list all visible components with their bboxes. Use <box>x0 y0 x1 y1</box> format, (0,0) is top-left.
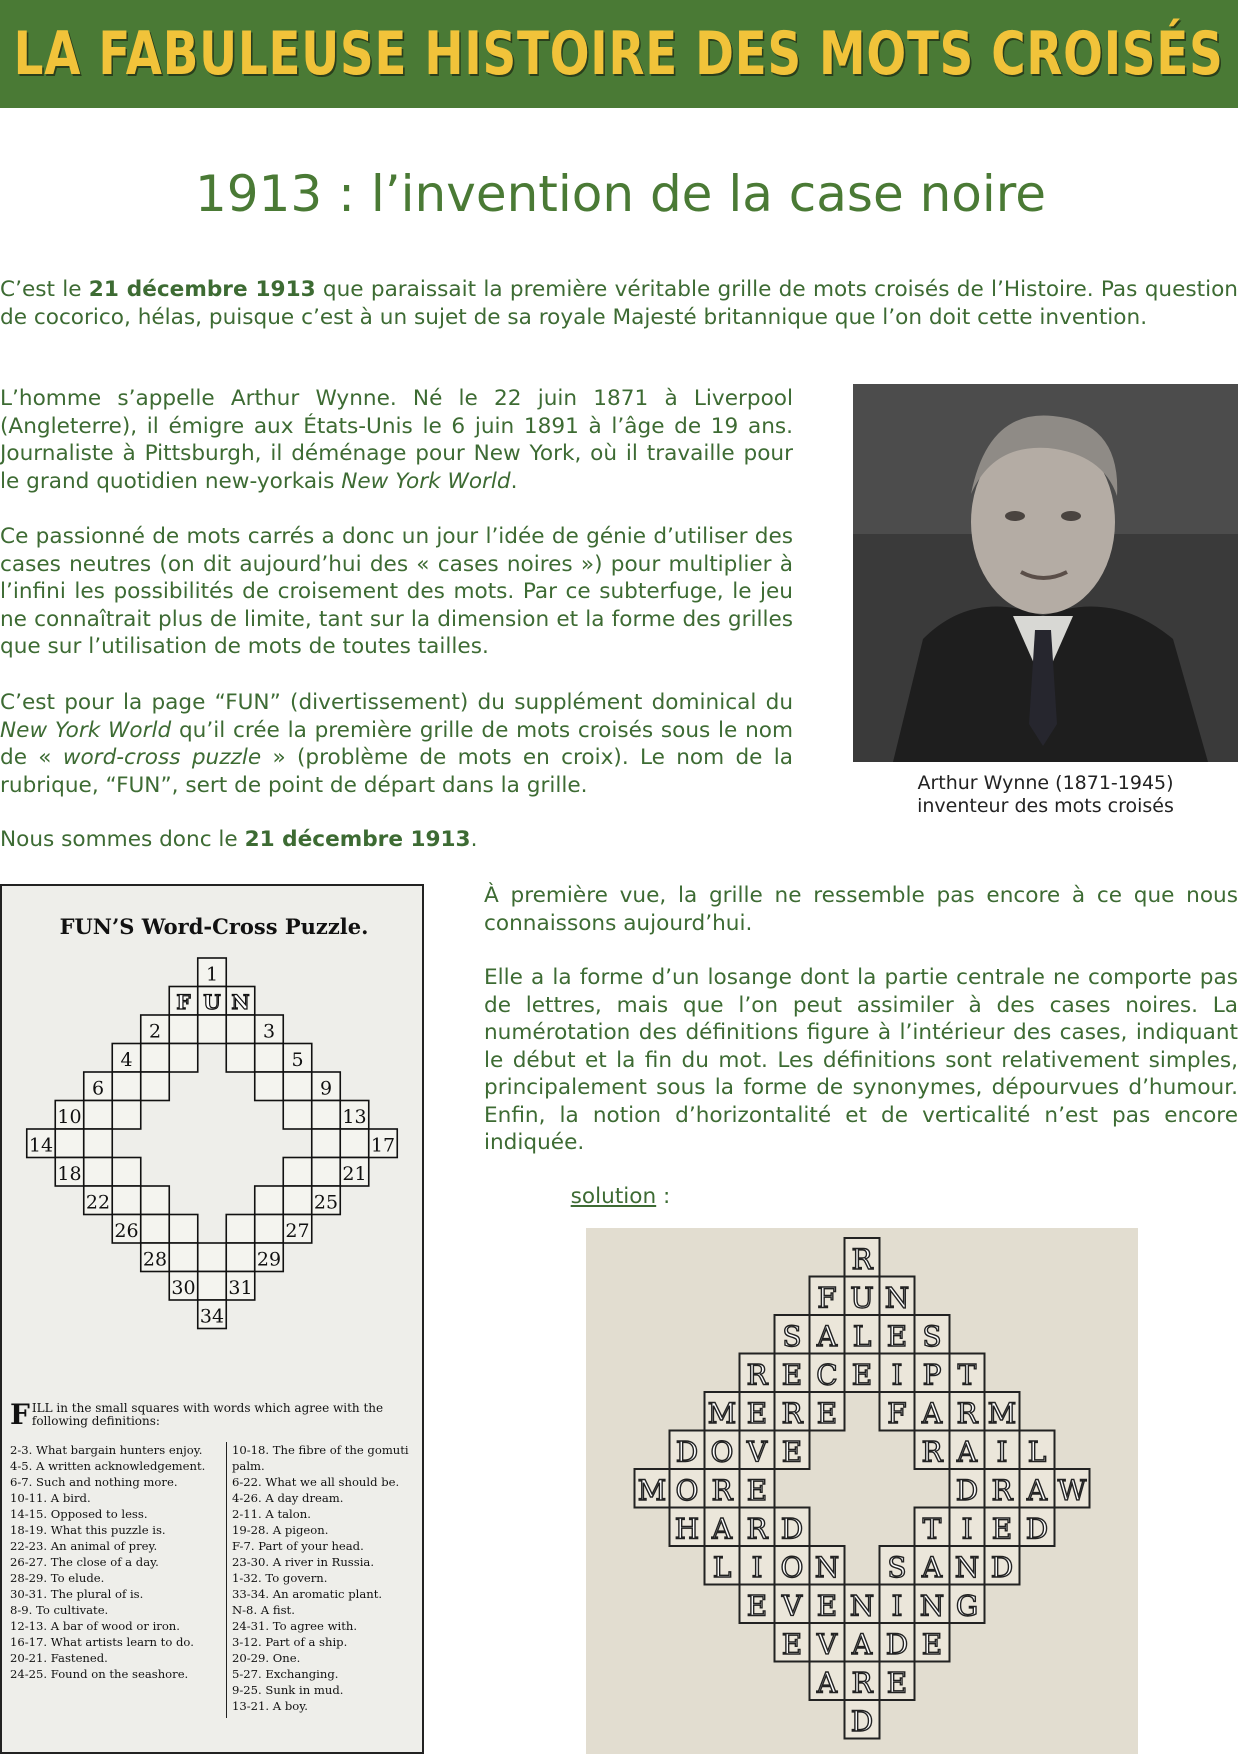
solution-letter: F <box>887 1397 907 1430</box>
puzzle-definition: 9-25. Sunk in mud. <box>232 1683 344 1697</box>
solution-letter: N <box>954 1551 980 1584</box>
wynne-paragraph: L’homme s’appelle Arthur Wynne. Né le 22 juin 1871 à Liverpool (Angleterre), il émigre aux États-Unis le 6 juin 1891 à l’âge de 19 ans. Journaliste à Pittsburgh, il déménage pour New York, où il travaille pour le grand quotidien new-yorkais New York World. <box>0 386 793 494</box>
page-title: LA FABULEUSE HISTOIRE DES MOTS CROISÉS <box>14 19 1224 89</box>
solution-letter: R <box>991 1474 1013 1507</box>
caption-line-2: inventeur des mots croisés <box>917 795 1174 817</box>
solution-letter: O <box>675 1474 699 1507</box>
puzzle-number: 21 <box>342 1163 367 1185</box>
puzzle-cell <box>226 1044 255 1073</box>
puzzle-cell <box>340 1129 369 1158</box>
puzzle-number: 17 <box>370 1134 396 1157</box>
solution-letter: L <box>712 1551 732 1584</box>
puzzle-definition: 14-15. Opposed to less. <box>10 1507 148 1521</box>
solution-letter: S <box>922 1320 942 1353</box>
solution-grid-svg <box>586 1228 1138 1754</box>
puzzle-cell <box>312 1158 341 1187</box>
puzzle-cell <box>198 1243 227 1272</box>
puzzle-cell <box>255 1072 284 1101</box>
solution-letter: E <box>851 1358 873 1392</box>
instructions-initial: F <box>10 1398 30 1431</box>
solution-letter: R <box>781 1397 803 1430</box>
puzzle-number: 25 <box>313 1191 339 1214</box>
puzzle-cell <box>112 1158 141 1187</box>
puzzle-fun-letters <box>176 990 249 1014</box>
puzzle-cell <box>169 1215 198 1244</box>
solution-letter: U <box>850 1281 874 1315</box>
puzzle-definition: 16-17. What artists learn to do. <box>10 1635 194 1649</box>
solution-letter: D <box>990 1551 1014 1584</box>
puzzle-cell <box>198 1272 227 1301</box>
solution-letter: I <box>961 1512 973 1546</box>
puzzle-number: 34 <box>199 1305 225 1328</box>
fun-paragraph: C’est pour la page “FUN” (divertissement) du supplément dominical du New York World qu’il crée la première grille de mots croisés sous le nom de « word-cross puzzle » (problème de mots en croix). Le nom de la rubrique, “FUN”, sert de point de départ dans la grille. <box>0 690 794 798</box>
solution-letter: N <box>814 1551 840 1584</box>
solution-letter: E <box>781 1435 803 1469</box>
puzzle-definition: 3-12. Part of a ship. <box>232 1635 348 1649</box>
puzzle-cell <box>141 1072 170 1101</box>
solution-letter: A <box>921 1551 943 1584</box>
puzzle-definition: 33-34. An aromatic plant. <box>232 1587 383 1601</box>
solution-letter: V <box>816 1628 838 1661</box>
solution-letter: E <box>816 1397 838 1430</box>
puzzle-number: 10 <box>57 1106 82 1128</box>
solution-image <box>586 1228 1138 1754</box>
puzzle-cell <box>84 1158 113 1187</box>
puzzle-cell <box>226 1215 255 1244</box>
solution-letter: I <box>891 1589 903 1623</box>
definitions-left <box>10 1442 220 1682</box>
solution-letter: D <box>955 1474 979 1507</box>
puzzle-definition: 20-29. One. <box>232 1651 301 1665</box>
puzzle-definition: N-8. A fist. <box>232 1603 295 1617</box>
puzzle-number: 4 <box>120 1049 133 1071</box>
puzzle-cell <box>84 1129 113 1158</box>
solution-letter: R <box>711 1474 733 1507</box>
solution-letter: E <box>781 1358 803 1392</box>
puzzle-definition: 24-31. To agree with. <box>232 1619 358 1633</box>
solution-letter: O <box>780 1551 804 1584</box>
solution-letter: M <box>637 1474 667 1507</box>
puzzle-definition: 18-19. What this puzzle is. <box>10 1523 166 1537</box>
solution-letter: G <box>955 1589 979 1623</box>
arthur-wynne-photo <box>853 384 1238 762</box>
solution-letter: D <box>780 1512 804 1546</box>
puzzle-number: 28 <box>142 1248 168 1271</box>
solution-letter: R <box>921 1435 943 1469</box>
puzzle-cell <box>55 1129 84 1158</box>
solution-letter: R <box>746 1358 768 1392</box>
solution-letter: A <box>921 1397 943 1430</box>
puzzle-number: 22 <box>85 1191 111 1214</box>
puzzle-definition: 13-21. A boy. <box>232 1699 308 1713</box>
puzzle-number: 29 <box>256 1248 282 1271</box>
puzzle-cell <box>169 1015 198 1044</box>
solution-letter: L <box>1027 1435 1047 1469</box>
puzzle-number: 18 <box>57 1163 82 1185</box>
puzzle-cell <box>169 1044 198 1073</box>
puzzle-instructions <box>10 1398 414 1431</box>
puzzle-definition: 24-25. Found on the seashore. <box>10 1667 189 1681</box>
solution-letter: E <box>886 1666 908 1700</box>
solution-letter: A <box>711 1512 733 1546</box>
puzzle-definition: 10-11. A bird. <box>10 1491 91 1505</box>
solution-letter: R <box>851 1666 873 1700</box>
puzzle-number: 30 <box>171 1277 196 1299</box>
defs-divider <box>226 1442 227 1718</box>
solution-letter: R <box>956 1397 978 1430</box>
puzzle-definition: 28-29. To elude. <box>10 1571 105 1585</box>
solution-letter: A <box>851 1628 873 1661</box>
vue-paragraph: À première vue, la grille ne ressemble pas encore à ce que nous connaissons aujourd’hui. <box>484 883 1238 936</box>
puzzle-definition: 10-18. The fibre of the gomuti palm. <box>232 1443 409 1473</box>
caption-line-1: Arthur Wynne (1871-1945) <box>917 772 1174 794</box>
title-banner <box>0 0 1238 108</box>
solution-letter: A <box>1026 1474 1048 1507</box>
solution-letter: S <box>782 1320 802 1353</box>
solution-letter: I <box>996 1435 1008 1469</box>
puzzle-number: 31 <box>228 1277 253 1299</box>
solution-letter: E <box>746 1474 768 1507</box>
solution-letter: F <box>817 1281 837 1315</box>
solution-letter: I <box>891 1358 903 1392</box>
puzzle-fun-letter: F <box>176 990 191 1014</box>
section-title: 1913 : l’invention de la case noire <box>194 165 1046 223</box>
solution-letter: O <box>710 1435 734 1469</box>
puzzle-definition: 23-30. A river in Russia. <box>232 1555 375 1569</box>
puzzle-number: 13 <box>342 1106 367 1128</box>
puzzle-definition: 1-32. To govern. <box>232 1571 328 1585</box>
solution-letter: N <box>849 1589 875 1623</box>
puzzle-definition: 20-21. Fastened. <box>10 1651 108 1665</box>
puzzle-definition: 19-28. A pigeon. <box>232 1523 329 1537</box>
solution-letter: M <box>707 1397 737 1430</box>
puzzle-number: 26 <box>114 1220 139 1242</box>
puzzle-fun-letter: U <box>203 990 221 1014</box>
instructions-text: ILL in the small squares with words which agree with the following definitions: <box>31 1401 384 1428</box>
solution-letter: T <box>922 1512 942 1546</box>
puzzle-number: 27 <box>285 1220 310 1242</box>
puzzle-cell <box>84 1101 113 1130</box>
puzzle-cell <box>198 1015 227 1044</box>
puzzle-number: 2 <box>148 1020 162 1043</box>
solution-letter: E <box>886 1320 908 1353</box>
solution-letter: E <box>816 1589 838 1623</box>
puzzle-number: 9 <box>319 1077 333 1100</box>
puzzle-definition: 22-23. An animal of prey. <box>10 1539 158 1553</box>
puzzle-title: FUN’S Word-Cross Puzzle. <box>59 914 369 939</box>
puzzle-definition: 2-3. What bargain hunters enjoy. <box>10 1443 203 1457</box>
photo-caption <box>853 772 1238 818</box>
puzzle-cell <box>255 1215 284 1244</box>
solution-letter: D <box>885 1628 909 1661</box>
puzzle-definition: 5-27. Exchanging. <box>232 1667 339 1681</box>
puzzle-fun-letter: N <box>231 990 250 1014</box>
puzzle-cell <box>112 1072 141 1101</box>
solution-letter: N <box>884 1281 910 1315</box>
puzzle-cell <box>283 1158 312 1187</box>
solution-label: solution : <box>570 1184 671 1209</box>
solution-letter: I <box>751 1551 763 1584</box>
solution-letter: A <box>816 1320 838 1353</box>
solution-letter: R <box>851 1243 873 1276</box>
solution-letter: V <box>746 1435 768 1469</box>
puzzle-definition: 4-26. A day dream. <box>232 1491 344 1505</box>
puzzle-cell <box>141 1044 170 1073</box>
solution-letter: E <box>991 1512 1013 1546</box>
puzzle-cell <box>312 1129 341 1158</box>
solution-link[interactable]: solution <box>570 1184 657 1209</box>
puzzle-definition: 2-11. A talon. <box>232 1507 311 1521</box>
date-paragraph: Nous sommes donc le 21 décembre 1913. <box>0 827 478 852</box>
puzzle-definition: 4-5. A written acknowledgement. <box>10 1459 206 1473</box>
puzzle-cell <box>112 1101 141 1130</box>
puzzle-number: 6 <box>91 1077 105 1100</box>
puzzle-number: 1 <box>205 963 219 986</box>
puzzle-cell <box>169 1243 198 1272</box>
solution-cells <box>635 1238 1090 1739</box>
solution-letter: M <box>987 1397 1017 1430</box>
puzzle-definition: 6-22. What we all should be. <box>232 1475 400 1489</box>
solution-letter: T <box>957 1358 977 1392</box>
solution-letter: N <box>919 1589 945 1623</box>
solution-letter: H <box>674 1512 700 1546</box>
definitions-right <box>232 1442 418 1714</box>
puzzle-number: 3 <box>262 1020 276 1043</box>
puzzle-definition: 26-27. The close of a day. <box>10 1555 159 1569</box>
puzzle-cell <box>141 1215 170 1244</box>
original-puzzle-image <box>0 884 424 1754</box>
solution-letter: E <box>781 1628 803 1661</box>
solution-letter: D <box>1025 1512 1049 1546</box>
puzzle-number: 14 <box>28 1134 54 1157</box>
solution-letter: S <box>887 1551 907 1584</box>
idea-paragraph: Ce passionné de mots carrés a donc un jour l’idée de génie d’utiliser des cases neutres (on dit aujourd’hui des « cases noires ») pour multiplier à l’infini les possibilités de croisement des mots. Par ce subterfuge, le jeu ne connaîtrait plus de limite, tant sur la dimension et la forme des grilles que sur l’utilisation de mots de toutes tailles. <box>0 524 793 659</box>
solution-letter: W <box>1057 1474 1087 1507</box>
solution-letter: D <box>675 1435 699 1469</box>
solution-letter: E <box>746 1397 768 1430</box>
solution-letter: C <box>816 1358 838 1392</box>
puzzle-cell <box>255 1044 284 1073</box>
solution-letter: L <box>852 1320 872 1353</box>
puzzle-cell <box>226 1015 255 1044</box>
solution-letter: E <box>921 1628 943 1661</box>
puzzle-definition: 6-7. Such and nothing more. <box>10 1475 178 1489</box>
puzzle-cell <box>226 1243 255 1272</box>
puzzle-definition: 30-31. The plural of is. <box>10 1587 144 1601</box>
puzzle-cell <box>283 1072 312 1101</box>
puzzle-number: 5 <box>291 1049 304 1071</box>
solution-letter: R <box>746 1512 768 1546</box>
puzzle-definition: F-7. Part of your head. <box>232 1539 364 1553</box>
solution-letter: V <box>781 1589 803 1623</box>
puzzle-definition: 8-9. To cultivate. <box>10 1603 109 1617</box>
puzzle-cell <box>312 1101 341 1130</box>
portrait-illustration <box>853 384 1238 762</box>
intro-paragraph: C’est le 21 décembre 1913 que paraissait la première véritable grille de mots croisés de l’Histoire. Pas question de cocorico, hélas, puisque c’est à un sujet de sa royale Majesté britannique que l’on doit cette invention. <box>0 277 1238 330</box>
solution-letter: A <box>956 1435 978 1469</box>
forme-paragraph: Elle a la forme d’un losange dont la partie centrale ne comporte pas de lettres, mais que l’on peut assimiler à des cases noires. La numérotation des définitions figure à l’intérieur des cases, indiquant le début et la fin du mot. Les définitions sont relativement simples, principalement sous la forme de synonymes, dépourvues d’humour. Enfin, la notion d’horizontalité et de verticalité n’est pas encore indiquée. <box>484 965 1238 1155</box>
puzzle-cell <box>283 1101 312 1130</box>
solution-letter: D <box>850 1705 874 1738</box>
puzzle-definition: 12-13. A bar of wood or iron. <box>10 1619 180 1633</box>
solution-letter: P <box>922 1358 942 1392</box>
solution-letter: E <box>746 1589 768 1623</box>
solution-letter: A <box>816 1666 838 1700</box>
